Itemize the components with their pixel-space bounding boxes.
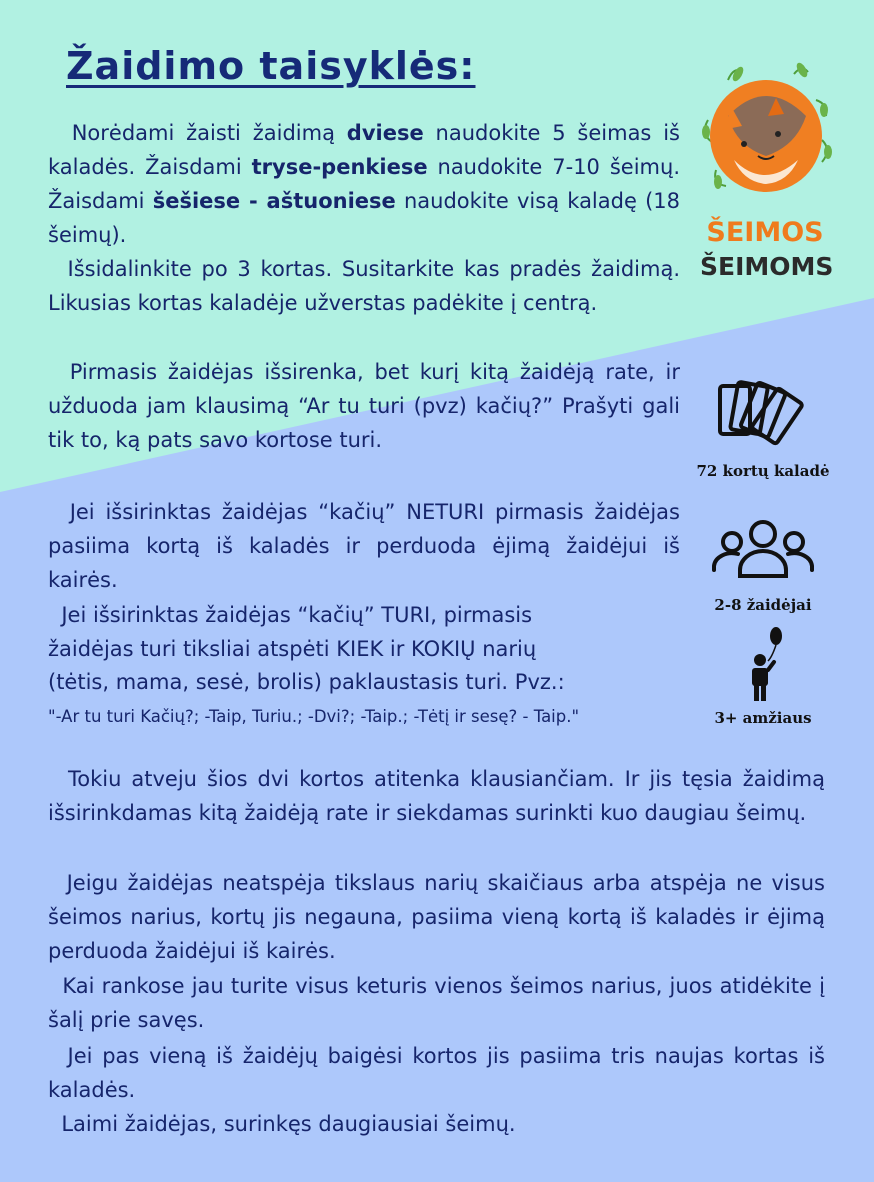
rules-paragraph-5c: (tėtis, mama, sesė, brolis) paklaustasis turi. Pvz.: [48, 670, 565, 694]
rules-paragraph-5b: žaidėjas turi tiksliai atspėti KIEK ir KOKIŲ narių [48, 637, 537, 661]
age-caption: 3+ amžiaus [714, 709, 812, 727]
players-caption: 2-8 žaidėjai [714, 596, 812, 614]
cards-caption: 72 kortų kaladė [696, 462, 830, 480]
brand-name-line1: ŠEIMOS [706, 217, 824, 248]
page-title: Žaidimo taisyklės: [66, 44, 476, 88]
people-group-icon [710, 518, 816, 580]
brand-name-line2: ŠEIMOMS [700, 252, 834, 281]
rules-paragraph-3: Pirmasis žaidėjas išsirenka, bet kurį kitą žaidėją rate, ir užduoda jam klausimą “Ar tu turi (pvz) kačių?” Prašyti gali tik to, ką pats savo kortose turi. [48, 360, 680, 452]
child-with-balloon-icon [746, 626, 786, 704]
rules-paragraph-10: Laimi žaidėjas, surinkęs daugiausiai šeimų. [61, 1112, 516, 1136]
rules-paragraph-2: Išsidalinkite po 3 kortas. Susitarkite kas pradės žaidimą. Likusias kortas kaladėje užverstas padėkite į centrą. [48, 257, 680, 315]
example-dialogue: "-Ar tu turi Kačių?; -Taip, Turiu.; -Dvi?; -Taip.; -Tėtį ir sesę? - Taip." [48, 707, 580, 726]
cards-icon [712, 380, 812, 452]
rules-paragraph-6: Tokiu atveju šios dvi kortos atitenka klausiančiam. Ir jis tęsia žaidimą išsirinkdamas kitą žaidėją rate ir siekdamas surinkti kuo daugiau šeimų. [48, 767, 825, 825]
fox-family-logo [698, 60, 834, 210]
rules-paragraph-9: Jei pas vieną iš žaidėjų baigėsi kortos jis pasiima tris naujas kortas iš kaladės. [48, 1044, 825, 1102]
rules-paragraph-7: Jeigu žaidėjas neatspėja tikslaus narių skaičiaus arba atspėja ne visus šeimos narius, kortų jis negauna, pasiima vieną kortą iš kaladės ir ėjimą perduoda žaidėjui iš kairės. [48, 871, 825, 963]
rules-paragraph-4: Jei išsirinktas žaidėjas “kačių” NETURI pirmasis žaidėjas pasiima kortą iš kaladės ir perduoda ėjimą žaidėjui iš kairės. [48, 500, 680, 592]
rules-paragraph-8: Kai rankose jau turite visus keturis vienos šeimos narius, juos atidėkite į šalį prie savęs. [48, 974, 825, 1032]
rules-paragraph-5a: Jei išsirinktas žaidėjas “kačių” TURI, pirmasis [61, 603, 533, 627]
rules-paragraph-1: Norėdami žaisti žaidimą dviese naudokite 5 šeimas iš kaladės. Žaisdami tryse-penkiese naudokite 7-10 šeimų. Žaisdami šešiese - aštuoniese naudokite visą kaladę (18 šeimų). [48, 121, 681, 247]
